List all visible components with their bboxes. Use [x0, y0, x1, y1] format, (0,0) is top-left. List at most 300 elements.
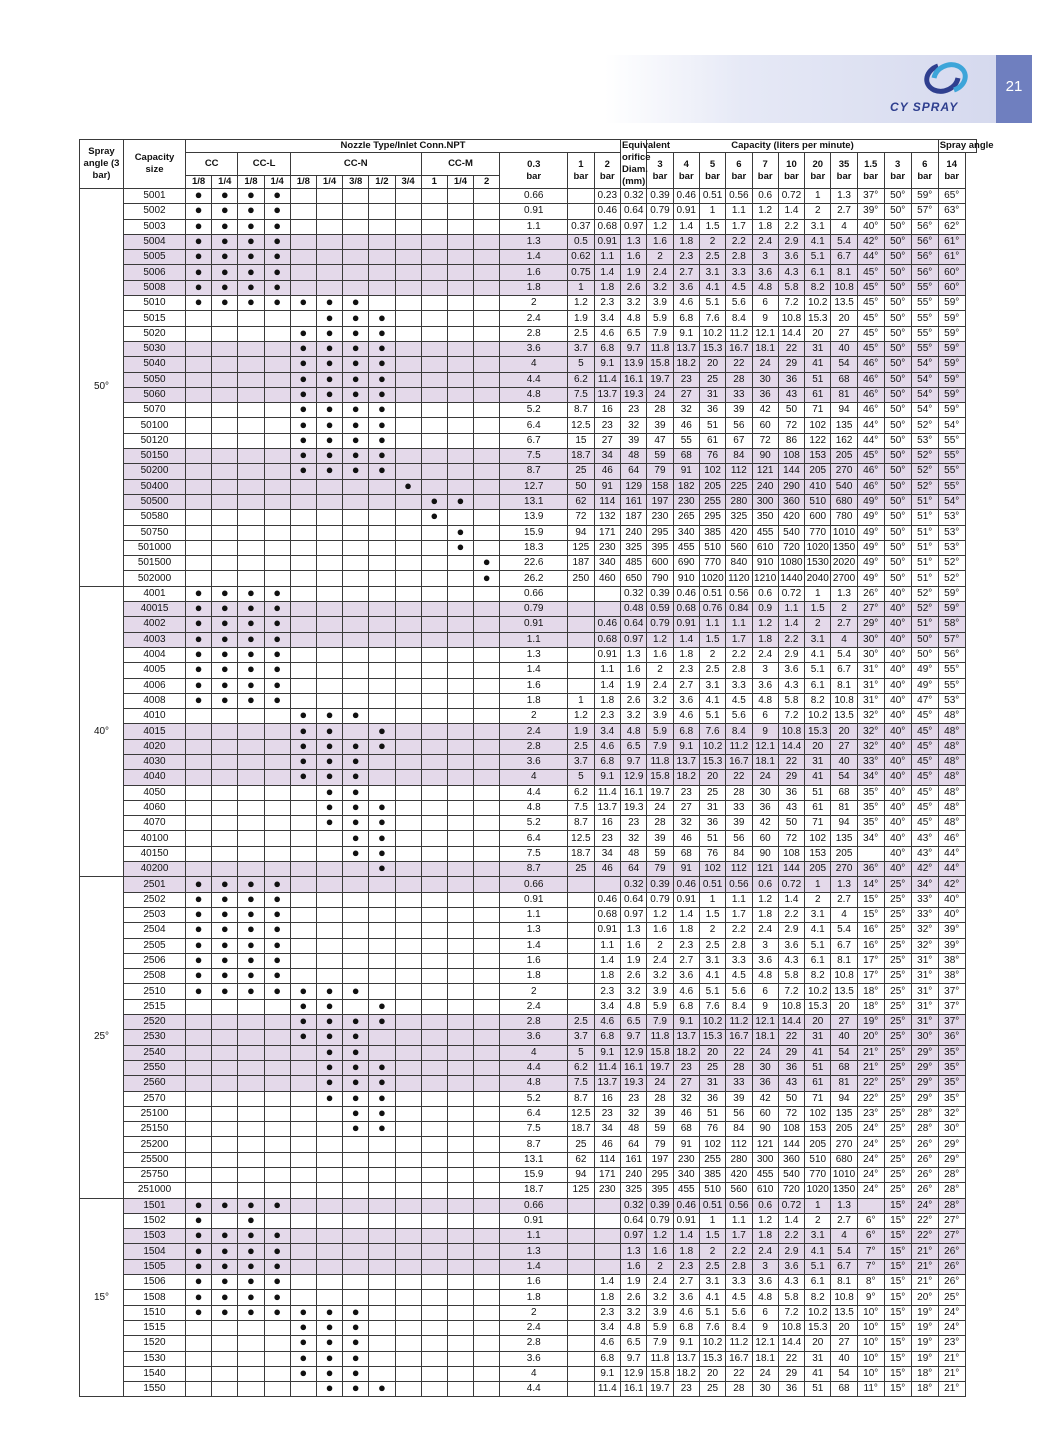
pressure-unit: bar [757, 170, 773, 182]
nozzle-availability [447, 1351, 473, 1366]
spray-angle-value: 49° [857, 540, 884, 555]
nozzle-availability [421, 510, 447, 525]
nozzle-availability [369, 234, 395, 249]
orifice-diameter: 3.6 [500, 1351, 568, 1366]
nozzle-availability [316, 923, 342, 938]
capacity-value: 64 [621, 862, 647, 877]
nozzle-availability [316, 862, 342, 877]
availability-dot-icon: ● [194, 1212, 203, 1228]
nozzle-availability [395, 357, 421, 372]
capacity-value: 2.5 [568, 326, 594, 341]
nozzle-availability [447, 1106, 473, 1121]
capacity-value: 79 [647, 862, 673, 877]
availability-dot-icon: ● [194, 661, 203, 677]
capacity-value: 13.7 [594, 387, 620, 402]
capacity-value: 9 [752, 999, 778, 1014]
capacity-value: 62 [568, 494, 594, 509]
capacity-value: 36 [778, 1382, 804, 1397]
capacity-value: 25 [568, 464, 594, 479]
capacity-size: 5020 [124, 326, 186, 341]
nozzle-availability [395, 647, 421, 662]
capacity-value: 20 [831, 999, 857, 1014]
nozzle-availability [186, 816, 212, 831]
capacity-value: 1.8 [673, 647, 699, 662]
nozzle-availability [421, 647, 447, 662]
capacity-value: 48 [621, 1122, 647, 1137]
availability-dot-icon: ● [273, 600, 282, 616]
spray-angle-value: 25° [884, 907, 911, 922]
capacity-value: 0.91 [594, 923, 620, 938]
spray-angle-value: 11° [857, 1382, 884, 1397]
nozzle-availability [474, 494, 500, 509]
capacity-value: 1 [805, 586, 831, 601]
capacity-value: 33 [726, 387, 752, 402]
nozzle-availability [186, 785, 212, 800]
capacity-value: 76 [699, 846, 725, 861]
capacity-value: 3.7 [568, 1030, 594, 1045]
nozzle-availability [395, 1336, 421, 1351]
nozzle-availability [395, 632, 421, 647]
capacity-size: 2504 [124, 923, 186, 938]
capacity-value: 12.1 [752, 739, 778, 754]
capacity-value: 0.51 [699, 877, 725, 892]
spray-angle-value: 50° [884, 357, 911, 372]
capacity-value: 1.8 [594, 1290, 620, 1305]
availability-dot-icon: ● [325, 722, 334, 738]
capacity-value: 72 [778, 831, 804, 846]
capacity-value: 4 [831, 219, 857, 234]
capacity-value: 6.8 [594, 754, 620, 769]
nozzle-availability [343, 938, 369, 953]
nozzle-availability [290, 1091, 316, 1106]
capacity-size: 1504 [124, 1244, 186, 1259]
nozzle-availability [447, 816, 473, 831]
capacity-value: 2.8 [726, 663, 752, 678]
capacity-value: 20 [805, 1015, 831, 1030]
availability-dot-icon: ● [247, 890, 255, 906]
nozzle-availability [316, 1183, 342, 1198]
spray-angle-value: 29° [911, 1076, 938, 1091]
availability-dot-icon: ● [273, 1273, 282, 1289]
capacity-value: 1.2 [568, 296, 594, 311]
availability-dot-icon: ● [325, 386, 334, 401]
nozzle-availability [421, 617, 447, 632]
capacity-value: 30 [752, 1382, 778, 1397]
capacity-value: 39 [621, 433, 647, 448]
nozzle-availability [474, 464, 500, 479]
nozzle-availability [369, 602, 395, 617]
nozzle-availability [343, 617, 369, 632]
nozzle-availability [264, 418, 290, 433]
spray-angle-value: 40° [884, 800, 911, 815]
spray-angle-value: 31° [857, 663, 884, 678]
availability-dot-icon: ● [220, 982, 229, 998]
orifice-diameter: 0.79 [500, 602, 568, 617]
spray-angle-value: 10° [857, 1351, 884, 1366]
orifice-diameter: 1.4 [500, 1259, 568, 1274]
spray-angle-value: 33° [911, 892, 938, 907]
capacity-value: 3.1 [699, 953, 725, 968]
spray-angle-value: 48° [938, 800, 965, 815]
capacity-value: 42 [752, 403, 778, 418]
availability-dot-icon: ● [351, 1043, 360, 1059]
capacity-value: 108 [778, 846, 804, 861]
capacity-value: 4.1 [699, 280, 725, 295]
nozzle-availability [474, 189, 500, 204]
nozzle-availability [264, 1152, 290, 1167]
capacity-value: 27 [594, 433, 620, 448]
nozzle-availability [343, 663, 369, 678]
nozzle-availability [186, 403, 212, 418]
availability-dot-icon: ● [325, 799, 334, 815]
nozzle-availability [474, 418, 500, 433]
availability-dot-icon: ● [273, 615, 282, 631]
spray-angle-value: 42° [857, 234, 884, 249]
nozzle-availability [395, 433, 421, 448]
nozzle-availability [395, 816, 421, 831]
nozzle-availability [186, 1076, 212, 1091]
nozzle-availability [395, 1351, 421, 1366]
capacity-value: 4.6 [594, 1015, 620, 1030]
availability-dot-icon: ● [220, 217, 229, 233]
capacity-size: 2503 [124, 907, 186, 922]
nozzle-availability [238, 464, 264, 479]
capacity-value: 0.72 [778, 1198, 804, 1213]
spray-angle-value: 16° [857, 923, 884, 938]
pressure-unit: bar [526, 170, 542, 182]
capacity-value: 0.32 [621, 1198, 647, 1213]
availability-dot-icon: ● [351, 1013, 360, 1029]
orifice-diameter: 4.4 [500, 785, 568, 800]
capacity-value: 72 [568, 510, 594, 525]
nozzle-availability [290, 265, 316, 280]
spray-angle-value: 49° [857, 525, 884, 540]
capacity-value: 340 [673, 1168, 699, 1183]
capacity-value: 22 [726, 357, 752, 372]
capacity-value: 2.3 [673, 1259, 699, 1274]
pressure-value: 14 [946, 158, 957, 170]
nozzle-availability [343, 479, 369, 494]
nozzle-availability [369, 647, 395, 662]
nozzle-availability [395, 449, 421, 464]
availability-dot-icon: ● [220, 890, 229, 906]
nozzle-availability [474, 265, 500, 280]
availability-dot-icon: ● [377, 431, 386, 447]
spray-angle-value: 26° [857, 586, 884, 601]
capacity-value: 18.7 [568, 846, 594, 861]
capacity-value: 680 [831, 494, 857, 509]
nozzle-availability [474, 1275, 500, 1290]
capacity-value: 61 [805, 387, 831, 402]
availability-dot-icon: ● [325, 997, 334, 1013]
spray-angle-value: 22° [911, 1229, 938, 1244]
spray-angle-value: 59° [938, 403, 965, 418]
pressure-header [594, 153, 620, 189]
nozzle-availability [421, 999, 447, 1014]
availability-dot-icon: ● [299, 768, 308, 784]
nozzle-availability [343, 250, 369, 265]
capacity-size: 5060 [124, 387, 186, 402]
nozzle-availability [343, 556, 369, 571]
availability-dot-icon: ● [377, 1120, 386, 1136]
nozzle-availability [290, 464, 316, 479]
capacity-value: 51 [805, 1382, 831, 1397]
spray-angle-value: 39° [857, 204, 884, 219]
availability-dot-icon: ● [194, 217, 203, 233]
capacity-value: 2 [699, 923, 725, 938]
capacity-value: 16.7 [726, 341, 752, 356]
availability-dot-icon: ● [351, 416, 360, 432]
spray-angle-value: 15° [884, 1290, 911, 1305]
nozzle-availability [369, 1137, 395, 1152]
nozzle-availability [421, 265, 447, 280]
nozzle-spec-table [79, 139, 994, 1397]
availability-dot-icon: ● [194, 1303, 203, 1319]
nozzle-availability [264, 494, 290, 509]
nozzle-availability [290, 678, 316, 693]
capacity-value: 24 [647, 800, 673, 815]
nozzle-availability [369, 1183, 395, 1198]
orifice-diameter: 1.3 [500, 234, 568, 249]
capacity-value: 5 [568, 357, 594, 372]
availability-dot-icon: ● [325, 982, 334, 998]
capacity-value: 90 [752, 449, 778, 464]
capacity-value: 36 [778, 1060, 804, 1075]
capacity-value: 3.6 [673, 969, 699, 984]
availability-dot-icon: ● [220, 1288, 229, 1304]
capacity-value: 2.4 [647, 953, 673, 968]
capacity-value: 1020 [699, 571, 725, 586]
spray-angle-value: 20° [857, 1030, 884, 1045]
availability-dot-icon: ● [220, 691, 229, 707]
nozzle-availability [421, 1351, 447, 1366]
capacity-value: 84 [726, 1122, 752, 1137]
availability-dot-icon: ● [351, 799, 360, 815]
nozzle-availability [369, 1244, 395, 1259]
capacity-value: 2.7 [673, 1275, 699, 1290]
nozzle-availability [369, 862, 395, 877]
capacity-value: 39 [647, 418, 673, 433]
availability-dot-icon: ● [247, 1227, 255, 1243]
capacity-value: 6 [752, 709, 778, 724]
capacity-value: 4 [831, 1229, 857, 1244]
capacity-value: 340 [594, 556, 620, 571]
capacity-value: 61 [805, 1076, 831, 1091]
nozzle-availability [474, 357, 500, 372]
capacity-value: 2.6 [621, 969, 647, 984]
pressure-unit: bar [863, 170, 879, 182]
nozzle-availability [264, 846, 290, 861]
availability-dot-icon: ● [351, 1303, 360, 1319]
nozzle-availability [421, 831, 447, 846]
capacity-value: 81 [831, 800, 857, 815]
nozzle-availability [421, 1091, 447, 1106]
nozzle-availability [474, 969, 500, 984]
capacity-value: 5.6 [726, 296, 752, 311]
availability-dot-icon: ● [299, 340, 308, 356]
connection-size: 1/8 [290, 176, 316, 189]
orifice-diameter: 2.8 [500, 739, 568, 754]
capacity-value: 114 [594, 1152, 620, 1167]
capacity-value: 40 [831, 1351, 857, 1366]
availability-dot-icon: ● [194, 278, 203, 294]
capacity-value: 1.3 [621, 647, 647, 662]
nozzle-availability [343, 219, 369, 234]
nozzle-availability [264, 311, 290, 326]
spray-angle-value: 48° [938, 770, 965, 785]
availability-dot-icon: ● [351, 707, 360, 723]
nozzle-availability [474, 907, 500, 922]
capacity-size: 5030 [124, 341, 186, 356]
nozzle-availability [447, 693, 473, 708]
availability-dot-icon: ● [273, 982, 282, 998]
nozzle-availability [212, 387, 238, 402]
availability-dot-icon: ● [273, 263, 282, 279]
nozzle-availability [421, 693, 447, 708]
nozzle-availability [474, 1091, 500, 1106]
nozzle-availability [421, 234, 447, 249]
nozzle-availability [238, 403, 264, 418]
availability-dot-icon: ● [325, 1013, 334, 1029]
capacity-value: 0.97 [621, 1229, 647, 1244]
capacity-value [594, 1259, 620, 1274]
capacity-value: 11.8 [647, 1030, 673, 1045]
spray-angle-value: 45° [911, 800, 938, 815]
availability-dot-icon: ● [247, 951, 255, 967]
capacity-value: 5.6 [726, 1305, 752, 1320]
nozzle-availability [238, 1091, 264, 1106]
nozzle-availability [474, 1106, 500, 1121]
capacity-value: 5.4 [831, 923, 857, 938]
capacity-value: 15.8 [647, 1366, 673, 1381]
availability-dot-icon: ● [299, 722, 308, 738]
capacity-value: 770 [805, 525, 831, 540]
nozzle-availability [290, 479, 316, 494]
capacity-value: 1.5 [699, 632, 725, 647]
capacity-value: 1350 [831, 540, 857, 555]
capacity-value: 12.1 [752, 1015, 778, 1030]
nozzle-availability [290, 862, 316, 877]
spray-angle-value: 45° [911, 770, 938, 785]
nozzle-availability [421, 296, 447, 311]
nozzle-availability [290, 831, 316, 846]
nozzle-availability [395, 372, 421, 387]
nozzle-availability [395, 1259, 421, 1274]
capacity-value: 0.97 [621, 219, 647, 234]
capacity-value [568, 1244, 594, 1259]
nozzle-availability [316, 1259, 342, 1274]
spray-angle-value: 30° [857, 632, 884, 647]
capacity-value: 13.9 [621, 357, 647, 372]
capacity-size: 5010 [124, 296, 186, 311]
spray-angle-value: 49° [911, 678, 938, 693]
table-row [80, 877, 977, 892]
spray-angle-value: 52° [911, 586, 938, 601]
nozzle-availability [447, 800, 473, 815]
availability-dot-icon: ● [299, 1028, 308, 1044]
nozzle-availability [421, 739, 447, 754]
capacity-value: 10.8 [831, 1290, 857, 1305]
nozzle-availability [447, 250, 473, 265]
pressure-unit: bar [705, 170, 720, 182]
spray-angle-value: 6° [857, 1213, 884, 1228]
availability-dot-icon: ● [299, 1365, 308, 1380]
nozzle-availability [316, 877, 342, 892]
capacity-value: 2 [805, 1213, 831, 1228]
nozzle-availability [421, 1366, 447, 1381]
capacity-value: 1.4 [594, 953, 620, 968]
spray-angle-value: 24° [911, 1198, 938, 1213]
nozzle-availability [369, 1229, 395, 1244]
nozzle-availability [421, 571, 447, 586]
spray-angle-value: 48° [938, 739, 965, 754]
capacity-value: 0.56 [726, 586, 752, 601]
availability-dot-icon: ● [220, 630, 229, 646]
nozzle-availability [369, 1168, 395, 1183]
capacity-value: 2.5 [699, 1259, 725, 1274]
capacity-value: 1 [699, 204, 725, 219]
nozzle-availability [343, 602, 369, 617]
nozzle-availability [421, 219, 447, 234]
capacity-value: 410 [805, 479, 831, 494]
nozzle-availability [186, 1366, 212, 1381]
availability-dot-icon: ● [273, 890, 282, 906]
spray-angle-value: 35° [857, 800, 884, 815]
nozzle-availability [238, 525, 264, 540]
nozzle-availability [316, 892, 342, 907]
capacity-value: 3.3 [726, 265, 752, 280]
nozzle-availability [264, 1030, 290, 1045]
capacity-value: 6.5 [621, 1015, 647, 1030]
capacity-value [568, 663, 594, 678]
capacity-value: 2 [699, 1244, 725, 1259]
capacity-value: 64 [621, 464, 647, 479]
spray-angle-value: 59° [938, 357, 965, 372]
capacity-value: 2.2 [726, 647, 752, 662]
nozzle-availability [369, 663, 395, 678]
spray-angle-value [857, 846, 884, 861]
capacity-value: 295 [699, 510, 725, 525]
orifice-diameter: 7.5 [500, 1122, 568, 1137]
nozzle-availability [290, 1244, 316, 1259]
availability-dot-icon: ● [351, 355, 360, 371]
pressure-header [699, 153, 725, 189]
nozzle-availability [369, 586, 395, 601]
capacity-value: 48 [621, 846, 647, 861]
nozzle-availability [264, 479, 290, 494]
nozzle-availability [447, 754, 473, 769]
capacity-value: 33 [726, 1076, 752, 1091]
nozzle-availability [474, 831, 500, 846]
capacity-value [568, 1382, 594, 1397]
capacity-size: 4004 [124, 647, 186, 662]
table-row [80, 571, 977, 586]
capacity-size: 5001 [124, 189, 186, 204]
spray-angle-value: 30° [938, 1122, 965, 1137]
orifice-diameter: 4.8 [500, 1076, 568, 1091]
nozzle-availability [343, 907, 369, 922]
nozzle-availability [264, 754, 290, 769]
capacity-value: 32 [673, 1091, 699, 1106]
nozzle-availability [186, 464, 212, 479]
capacity-value [568, 1275, 594, 1290]
capacity-value: 3.4 [594, 1320, 620, 1335]
capacity-value: 0.91 [673, 1213, 699, 1228]
capacity-value: 102 [699, 1137, 725, 1152]
capacity-value: 2.9 [778, 647, 804, 662]
spray-angle-value: 7° [857, 1244, 884, 1259]
capacity-value: 64 [621, 1137, 647, 1152]
